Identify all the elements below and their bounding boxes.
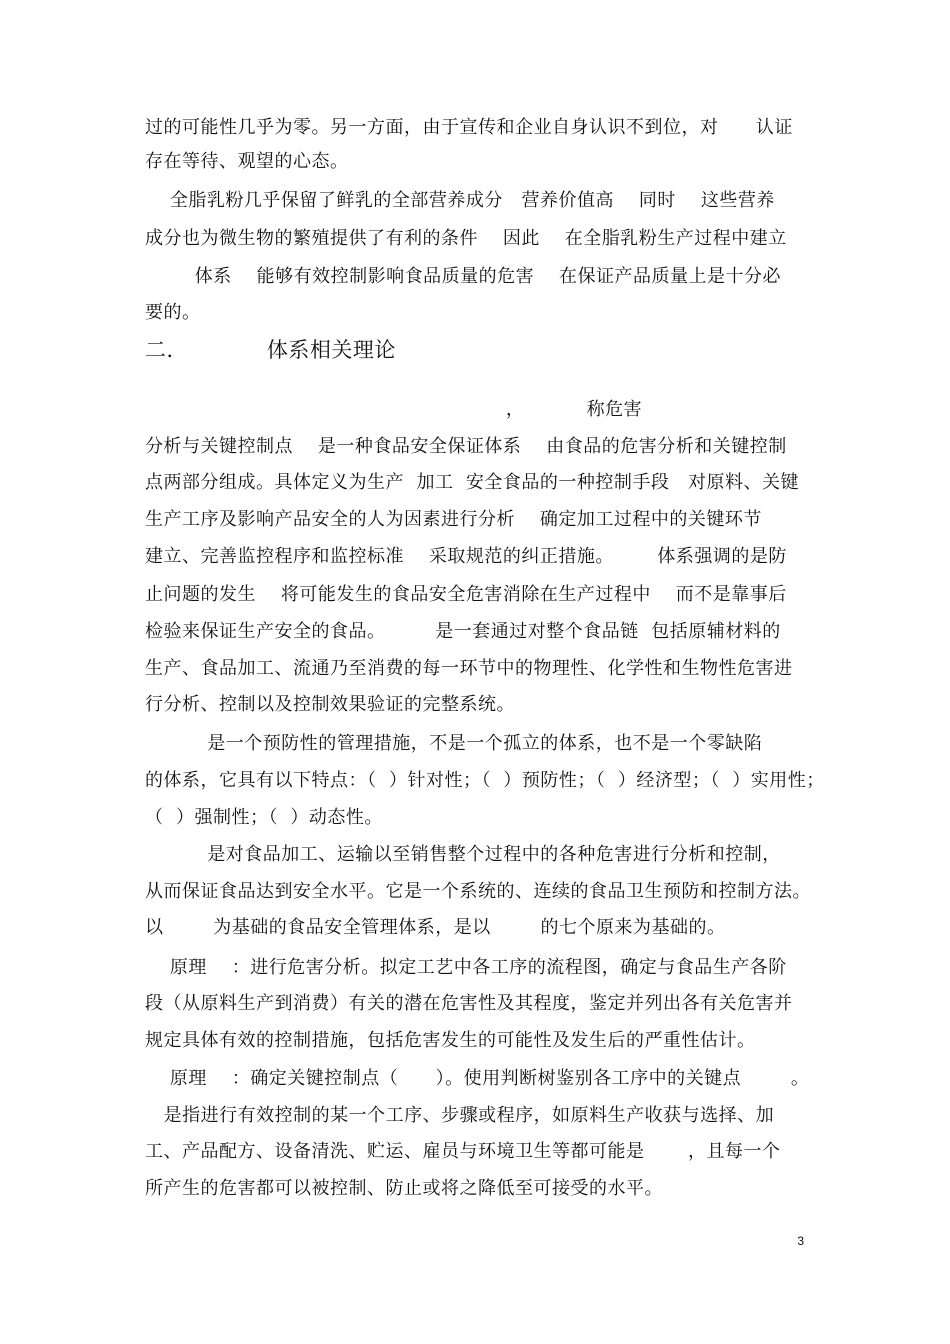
body-line: 全脂乳粉几乎保留了鲜乳的全部营养成分 营养价值高 同时 这些营养 — [145, 190, 775, 211]
body-line: 所产生的危害都可以被控制、防止或将之降低至可接受的水平。 — [145, 1178, 663, 1199]
body-line: 从而保证食品达到安全水平。它是一个系统的、连续的食品卫生预防和控制方法。 — [145, 881, 811, 902]
body-line: 以 为基础的食品安全管理体系，是以 的七个原来为基础的。 — [145, 917, 726, 938]
body-line: （ ）强制性；（ ）动态性。 — [145, 807, 383, 828]
body-line: 原理 ：确定关键控制点（ ）。使用判断树鉴别各工序中的关键点 。 — [145, 1068, 810, 1089]
body-line: 行分析、控制以及控制效果验证的完整系统。 — [145, 694, 515, 715]
body-line: 生产、食品加工、流通乃至消费的每一环节中的物理性、化学性和生物性危害进 — [145, 658, 793, 679]
body-line: 存在等待、观望的心态。 — [145, 151, 349, 172]
body-line: 原理 ：进行危害分析。拟定工艺中各工序的流程图，确定与食品生产各阶 — [145, 957, 787, 978]
page-number: 3 — [797, 1234, 804, 1248]
body-line: 体系 能够有效控制影响食品质量的危害 在保证产品质量上是十分必 — [145, 266, 782, 287]
body-line: 的体系，它具有以下特点：（ ）针对性；（ ）预防性；（ ）经济型；（ ）实用性； — [145, 770, 825, 791]
body-line: 要的。 — [145, 302, 201, 323]
body-line: 成分也为微生物的繁殖提供了有利的条件 因此 在全脂乳粉生产过程中建立 — [145, 228, 787, 249]
body-line: 建立、完善监控程序和监控标准 采取规范的纠正措施。 体系强调的是防 — [145, 546, 787, 567]
body-line: 点两部分组成。具体定义为生产 加工 安全食品的一种控制手段 对原料、关键 — [145, 472, 800, 493]
body-line: 是对食品加工、运输以至销售整个过程中的各种危害进行分析和控制， — [145, 844, 781, 865]
body-line: 是一个预防性的管理措施，不是一个孤立的体系，也不是一个零缺陷 — [145, 733, 763, 754]
body-line: 工、产品配方、设备清洗、贮运、雇员与环境卫生等都可能是 ，且每一个 — [145, 1141, 781, 1162]
section-heading: 二． 体系相关理论 — [145, 338, 396, 362]
body-line: 检验来保证生产安全的食品。 是一套通过对整个食品链 包括原辅材料的 — [145, 621, 781, 642]
body-line: 段（从原料生产到消费）有关的潜在危害性及其程度，鉴定并列出各有关危害并 — [145, 993, 793, 1014]
body-line: 规定具体有效的控制措施，包括危害发生的可能性及发生后的严重性估计。 — [145, 1030, 756, 1051]
body-line: 是指进行有效控制的某一个工序、步骤或程序，如原料生产收获与选择、加 — [145, 1105, 775, 1126]
body-line: 分析与关键控制点 是一种食品安全保证体系 由食品的危害分析和关键控制 — [145, 436, 787, 457]
body-line: ， 称危害 — [145, 399, 643, 420]
body-line: 生产工序及影响产品安全的人为因素进行分析 确定加工过程中的关键环节 — [145, 509, 762, 530]
body-line: 止问题的发生 将可能发生的食品安全危害消除在生产过程中 而不是靠事后 — [145, 584, 787, 605]
body-line: 过的可能性几乎为零。另一方面，由于宣传和企业自身认识不到位，对 认证 — [145, 117, 793, 138]
